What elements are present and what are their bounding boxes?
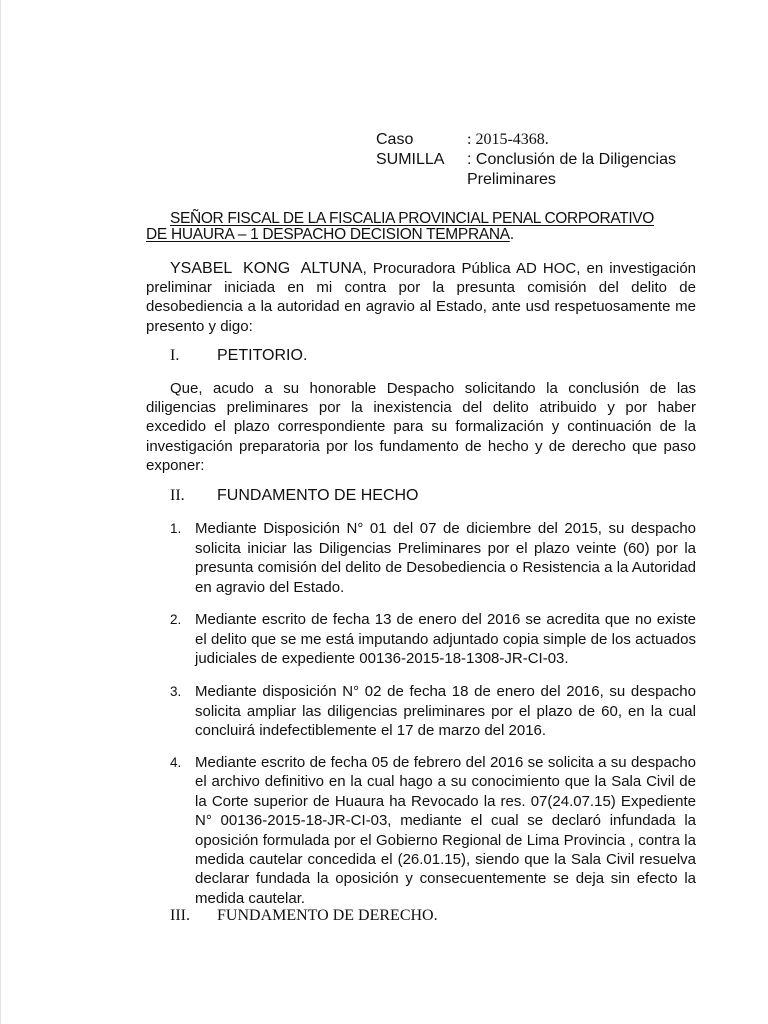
list-item: Mediante disposición N° 02 de fecha 18 de enero del 2016, su despacho solicita ampliar las diligencias preliminares por el plazo de 60, en la cual concluirá indefectiblemente el 17 de marzo del 2016. [195, 683, 696, 740]
list-item-number: 1. [170, 521, 182, 536]
section-number-1: I. [170, 347, 180, 364]
addressee-line-2-wrap [146, 226, 514, 244]
list-item-number: 2. [170, 612, 182, 627]
intro-paragraph [146, 259, 696, 336]
section-title-fundamento-hecho: FUNDAMENTO DE HECHO [217, 487, 419, 504]
case-number: : 2015-4368. [467, 131, 549, 148]
addressee-line-2-period: . [509, 226, 514, 243]
sumilla-value: : Conclusión de la Diligencias [467, 151, 676, 168]
section-title-fundamento-derecho: FUNDAMENTO DE DERECHO. [217, 907, 438, 924]
addressee-line-2: DE HUAURA – 1 DESPACHO DECISION TEMPRANA [146, 226, 510, 243]
petitorio-paragraph: Que, acudo a su honorable Despacho solicitando la conclusión de las diligencias preliminares por la inexistencia del delito atribuido y por haber excedido el plazo correspondiente para su formalización y continuación de la investigación preparatoria por los fundamento de hecho y de derecho que paso exponer: [146, 380, 696, 474]
case-label: Caso [376, 131, 414, 148]
section-number-2: II. [170, 487, 185, 504]
sumilla-label: SUMILLA [376, 151, 445, 168]
intro-text: , Procuradora Pública AD HOC, en investigación preliminar iniciada en mi contra por la presunta comisión del delito de desobediencia a la autoridad en agravio al Estado, ante usd respetuosamente me presento y digo: [146, 260, 696, 335]
list-item: Mediante escrito de fecha 13 de enero del 2016 se acredita que no existe el delito que se me está imputando adjuntado copia simple de los actuados judiciales de expediente 00136-2015-18-1308-JR-CI-03. [195, 611, 696, 668]
petitioner-name: YSABEL KONG ALTUNA [170, 260, 363, 277]
list-item: Mediante Disposición N° 01 del 07 de diciembre del 2015, su despacho solicita iniciar las Diligencias Preliminares por el plazo veinte (60) por la presunta comisión del delito de Desobediencia o Resistencia a la Autoridad en agravio del Estado. [195, 520, 696, 596]
list-item: Mediante escrito de fecha 05 de febrero del 2016 se solicita a su despacho el archivo definitivo en la cual hago a su conocimiento que la Sala Civil de la Corte superior de Huaura ha Revocado la res. 07(24.07.15) Expediente N° 00136-2015-18-JR-CI-03, mediante el cual se declaró infundada la oposición formulada por el Gobierno Regional de Lima Provincia , contra la medida cautelar concedida el (26.01.15), siendo que la Sala Civil resuelva declarar fundada la oposición y consecuentemente se deja sin efecto la medida cautelar. [195, 754, 696, 907]
list-item-number: 3. [170, 684, 182, 699]
section-number-3: III. [170, 907, 190, 924]
addressee-line-1: SEÑOR FISCAL DE LA FISCALIA PROVINCIAL PENAL CORPORATIVO [170, 210, 654, 227]
section-title-petitorio: PETITORIO. [217, 347, 308, 364]
sumilla-value-continued: Preliminares [467, 171, 556, 188]
list-item-number: 4. [170, 755, 182, 770]
